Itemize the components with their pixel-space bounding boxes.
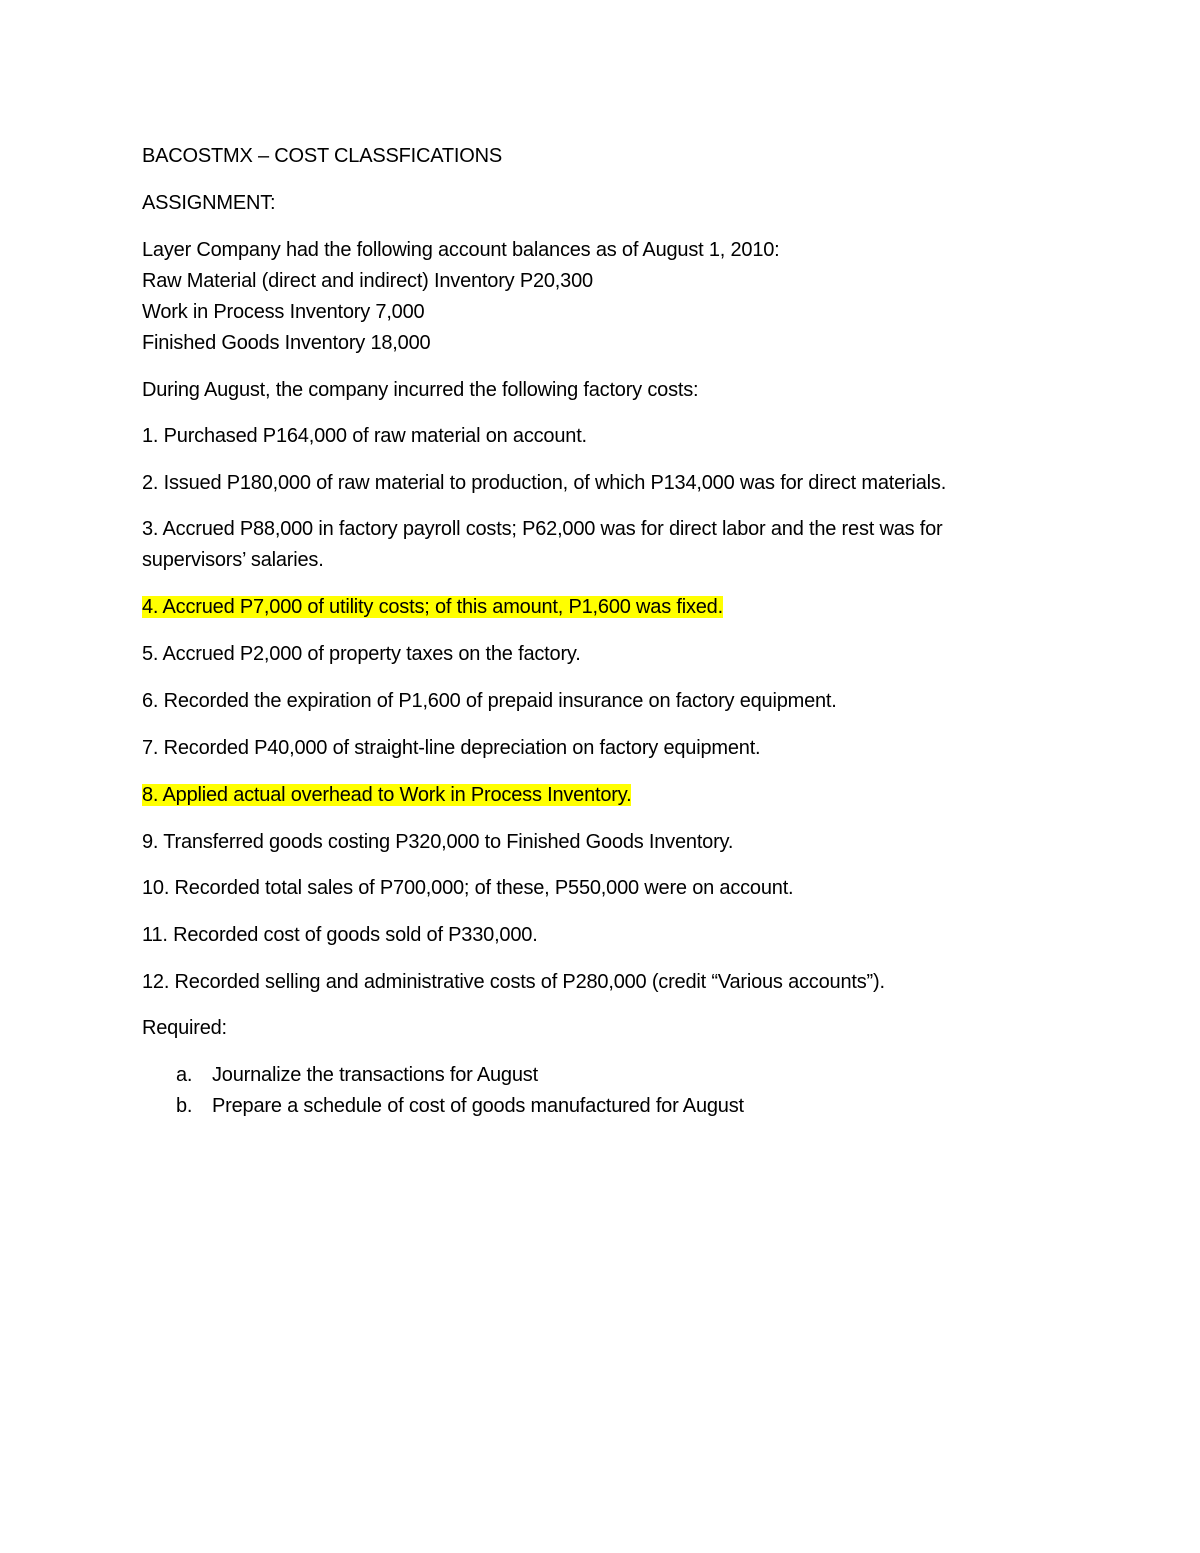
transaction-12: 12. Recorded selling and administrative costs of P280,000 (credit “Various accounts”). (142, 971, 885, 993)
required-label: Required: (142, 1017, 227, 1039)
list-marker: b. (176, 1095, 193, 1117)
transaction-3: 3. Accrued P88,000 in factory payroll costs; P62,000 was for direct labor and the rest was for (142, 518, 943, 540)
transaction-8 (142, 782, 631, 808)
transaction-2: 2. Issued P180,000 of raw material to production, of which P134,000 was for direct materials. (142, 472, 947, 494)
transaction-10: 10. Recorded total sales of P700,000; of these, P550,000 were on account. (142, 877, 794, 899)
transaction-3-continued: supervisors’ salaries. (142, 549, 324, 571)
transaction-9: 9. Transferred goods costing P320,000 to Finished Goods Inventory. (142, 831, 734, 853)
document-title: BACOSTMX – COST CLASSFICATIONS (142, 145, 502, 167)
highlighted-text: 4. Accrued P7,000 of utility costs; of this amount, P1,600 was fixed. (142, 596, 723, 618)
assignment-label: ASSIGNMENT: (142, 192, 276, 214)
list-marker: a. (176, 1064, 193, 1086)
transaction-5: 5. Accrued P2,000 of property taxes on the factory. (142, 643, 581, 665)
required-item-text: Journalize the transactions for August (212, 1064, 538, 1086)
balance-finished-goods: Finished Goods Inventory 18,000 (142, 332, 431, 354)
balance-raw-material: Raw Material (direct and indirect) Inventory P20,300 (142, 270, 593, 292)
highlighted-text: 8. Applied actual overhead to Work in Process Inventory. (142, 784, 632, 806)
intro-text: Layer Company had the following account balances as of August 1, 2010: (142, 239, 780, 261)
transaction-11: 11. Recorded cost of goods sold of P330,000. (142, 924, 538, 946)
required-item-b (176, 1093, 744, 1119)
transaction-1: 1. Purchased P164,000 of raw material on account. (142, 425, 587, 447)
costs-intro-text: During August, the company incurred the following factory costs: (142, 379, 699, 401)
balance-work-in-process: Work in Process Inventory 7,000 (142, 301, 425, 323)
required-item-a (176, 1062, 538, 1088)
transaction-6: 6. Recorded the expiration of P1,600 of prepaid insurance on factory equipment. (142, 690, 837, 712)
required-item-text: Prepare a schedule of cost of goods manufactured for August (212, 1095, 744, 1117)
transaction-7: 7. Recorded P40,000 of straight-line depreciation on factory equipment. (142, 737, 761, 759)
transaction-4 (142, 594, 723, 620)
